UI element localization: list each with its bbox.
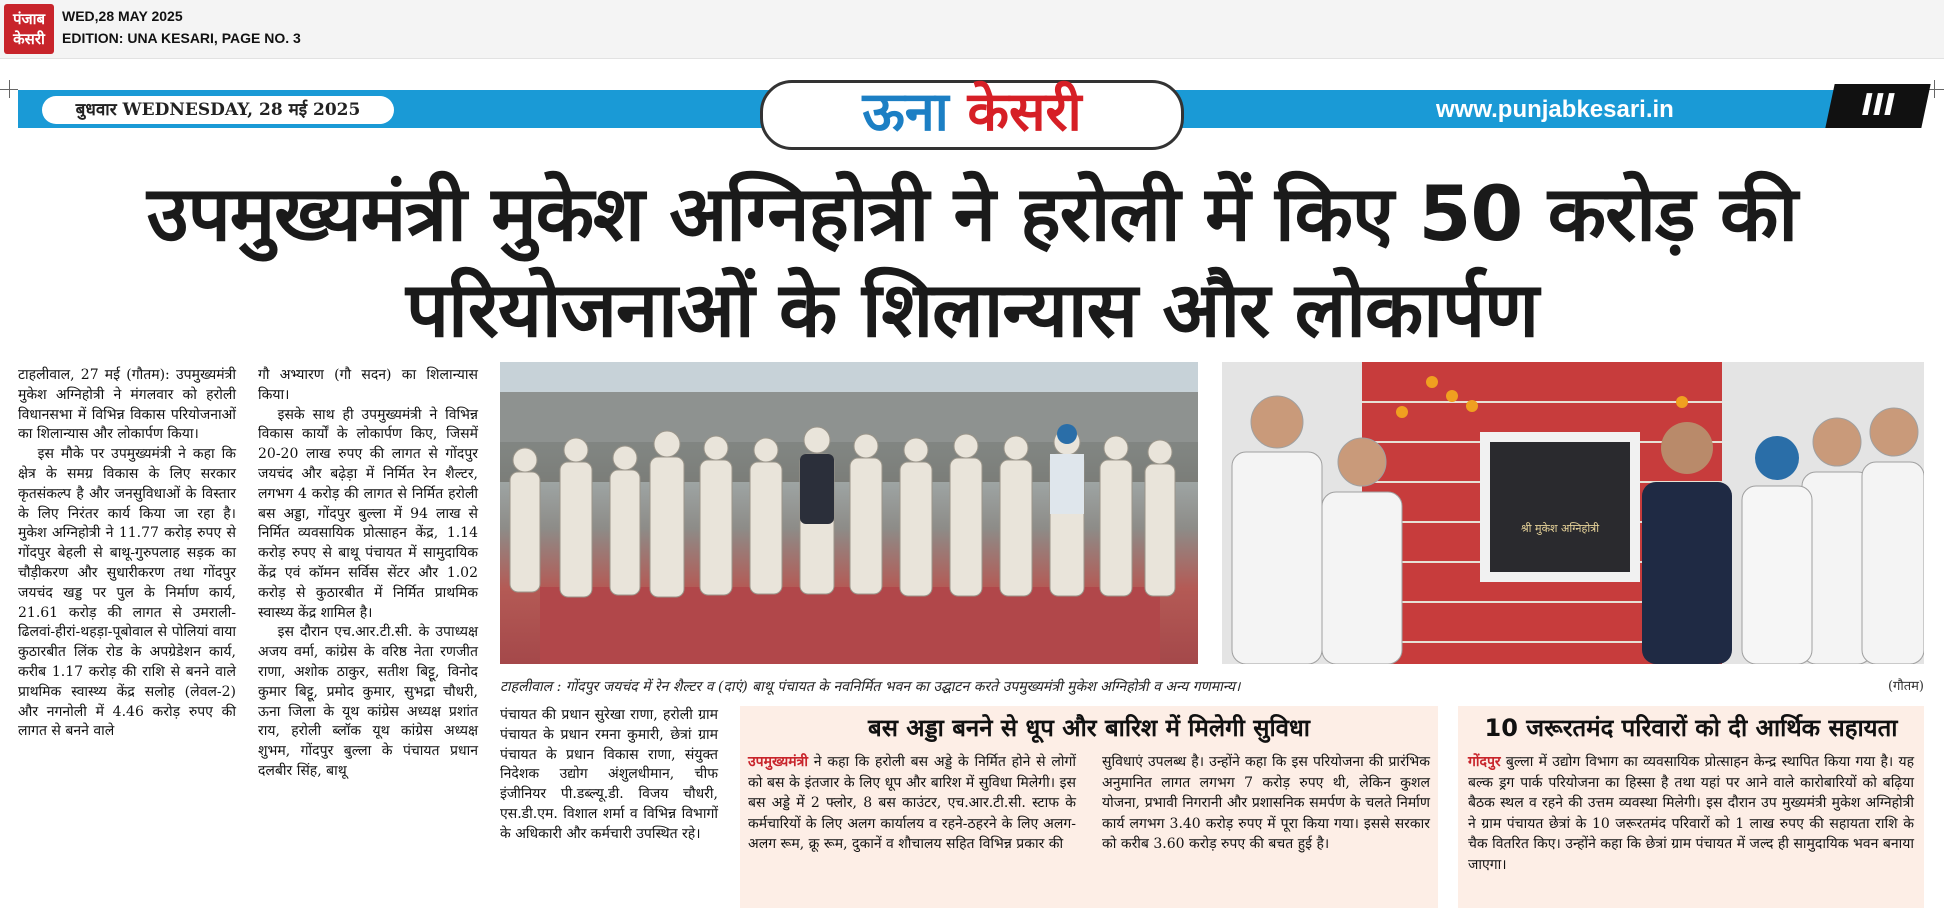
paragraph: इसके साथ ही उपमुख्यमंत्री ने विभिन्न विकास कार्यों के लोकार्पण किए, जिसमें 20-20 लाख रुपए की लागत से गोंदपुर जयचंद और बढ़ेड़ा में निर्मित रेन शैल्टर, लगभग 4 करोड़ की लागत से निर्मित हरोली बस अड्डा, गोंदपुर बुल्ला में 94 लाख से निर्मित व्यवसायिक प्रोत्साहन केंद्र, 1.14 करोड़ रुपए से बाथू पंचायत में सामुदायिक केंद्र एवं कॉमन सर्विस सेंटर और 1.02 करोड़ से कुठारबीत में निर्मित प्राथमिक स्वास्थ्य केंद्र शामिल है।: [258, 406, 478, 621]
plaque-photo-illustration: [1222, 362, 1924, 664]
lead-word: गोंदपुर: [1468, 754, 1501, 770]
plaque-inauguration-photo: [1222, 362, 1924, 664]
plaque-name: श्री मुकेश अग्निहोत्री: [1520, 522, 1600, 535]
paragraph: इस दौरान एच.आर.टी.सी. के उपाध्यक्ष अजय वर्मा, कांग्रेस के वरिष्ठ नेता रणजीत राणा, अशोक ठाकुर, सतीश बिट्टू, विनोद कुमार बिट्टू, प्रमोद कुमार, सुभद्रा चौधरी, ऊना जिला के यूथ कांग्रेस अध्यक्ष प्रशांत राय, हरोली ब्लॉक यूथ कांग्रेस अध्यक्ष शुभम, गोंदपुर बुल्ला के पंचायत प्रधान दलबीर सिंह, बाथू: [258, 624, 478, 779]
paragraph: इस मौके पर उपमुख्यमंत्री ने कहा कि क्षेत्र के समग्र विकास के लिए सरकार कृतसंकल्प है और जनसुविधाओं के विस्तार के लिए निरंतर कार्य किया जा रहा है। मुकेश अग्निहोत्री ने 11.77 करोड़ रुपए से गोंदपुर बेहली से बाथू-गुरुपलाह सड़क का चौड़ीकरण और सुधारीकरण तथा गोंदपुर जयचंद खड्ड पर पुल के निर्माण कार्य, 21.61 करोड़ की लागत से उमराली-ढिलवां-हीरां-थहड़ा-पूबोवाल से पोलियां वाया कुठारबीत लिंक रोड के अपग्रेडेशन कार्य, करीब 1.17 करोड़ की राशि से बनने वाले प्राथमिक स्वास्थ्य केंद्र सलोह (लेवल-2) और नगनोली में 4.46 करोड़ रुपए की लागत से बनने वाले: [18, 446, 236, 740]
article-column-2: [258, 366, 478, 782]
sidebar-body: [1468, 752, 1914, 876]
paragraph: गौ अभ्यारण (गौ सदन) का शिलान्यास किया।: [258, 367, 478, 403]
issue-date: WED,28 MAY 2025: [62, 8, 183, 24]
group-photo-illustration: [500, 362, 1198, 664]
sidebar-text: ने कहा कि हरोली बस अड्डे के निर्मित होने से लोगों को बस के इंतजार के लिए धूप और बारिश में सुविधा मिलेगी। इस बस अड्डे में 2 फ्लोर, 8 बस काउंटर, एच.आर.टी.सी. स्टाफ के कर्मचारियों के लिए अलग कार्यालय व रहने-ठहरने के लिए अलग-अलग रूम, क्रू रूम, दुकानें व शौचालय सहित विभिन्न प्रकार की: [748, 754, 1076, 853]
crop-mark-left-v: [9, 80, 10, 98]
page-number: III: [1825, 84, 1930, 128]
edition-info: EDITION: UNA KESARI, PAGE NO. 3: [62, 30, 301, 46]
paragraph: टाहलीवाल, 27 मई (गौतम): उपमुख्यमंत्री मुकेश अग्निहोत्री ने मंगलवार को हरोली विधानसभा में विभिन्न विकास परियोजनाओं का शिलान्यास और लोकार्पण किया।: [18, 367, 236, 443]
sidebar-title: 10 जरूरतमंद परिवारों को दी आर्थिक सहायता: [1484, 714, 1898, 742]
financial-aid-sidebar: [1458, 706, 1924, 908]
paragraph: पंचायत की प्रधान सुरेखा राणा, हरोली ग्राम पंचायत के प्रधान रमना कुमारी, छेत्रां ग्राम पंचायत के प्रधान विकास राणा, संयुक्त निदेशक उद्योग अंशुलधीमान, चीफ इंजीनियर पी.डब्ल्यू.डी. विजय चौधरी, एस.डी.एम. विशाल शर्मा व विभिन्न विभागों के अधिकारी और कर्मचारी उपस्थित रहे।: [500, 707, 718, 842]
photo-credit: (गौतम): [1887, 679, 1924, 694]
logo-text: पंजाब केसरी: [12, 10, 46, 48]
masthead-title: [760, 80, 1184, 150]
sidebar-column-1: [748, 752, 1076, 855]
title-una: ऊना: [862, 80, 949, 143]
title-kesari: केसरी: [967, 80, 1082, 143]
headline: उपमुख्यमंत्री मुकेश अग्निहोत्री ने हरोली में किए 50 करोड़ की परियोजनाओं के शिलान्यास और लोकार्पण: [146, 169, 1798, 354]
sidebar-text: बुल्ला में उद्योग विभाग का व्यवसायिक प्रोत्साहन केन्द्र स्थापित किया गया है। यह बल्क ड्रग पार्क परियोजना का हिस्सा है तथा यहां पर आने वाले कारोबारियों को बढ़िया बैठक स्थल व रहने की उत्तम व्यवस्था मिलेगी। इस दौरान उप मुख्यमंत्री मुकेश अग्निहोत्री ने ग्राम पंचायत छेत्रां के 10 जरूरतमंद परिवारों को 1 लाख रुपए की सहायता राशि के चैक वितरित किए। उन्होंने कहा कि छेत्रां ग्राम पंचायत में जल्द ही सामुदायिक भवन बनाया जाएगा।: [1468, 754, 1914, 873]
website-url[interactable]: www.punjabkesari.in: [1436, 96, 1674, 123]
dateline: बुधवार WEDNESDAY, 28 मई 2025: [42, 96, 394, 124]
article-column-3: [500, 706, 718, 845]
bus-stand-sidebar: [740, 706, 1438, 908]
sidebar-column-2: सुविधाएं उपलब्ध है। उन्होंने कहा कि इस परियोजना की प्रारंभिक अनुमानित लागत लगभग 7 करोड़ रुपए थी, लेकिन कुशल योजना, प्रभावी निगरानी और प्रशासनिक समर्पण के चलते निर्माण कार्य लगभग 3.40 करोड़ रुपए में पूरा किया गया। इससे सरकार को करीब 3.60 करोड़ रुपए की बचत हुई है।: [1102, 754, 1430, 853]
photo-caption: टाहलीवाल : गोंदपुर जयचंद में रेन शैल्टर व (दाएं) बाथू पंचायत के नवनिर्मित भवन का उद्घाटन करते उपमुख्यमंत्री मुकेश अग्निहोत्री व अन्य गणमान्य।: [500, 679, 1241, 695]
group-photo-rain-shelter: [500, 362, 1198, 664]
crop-mark-right-v: [1934, 80, 1935, 98]
punjab-kesari-logo: [4, 4, 54, 54]
article-column-1: [18, 366, 236, 742]
sidebar-title: बस अड्डा बनने से धूप और बारिश में मिलेगी सुविधा: [868, 714, 1310, 742]
lead-word: उपमुख्यमंत्री: [748, 754, 809, 770]
